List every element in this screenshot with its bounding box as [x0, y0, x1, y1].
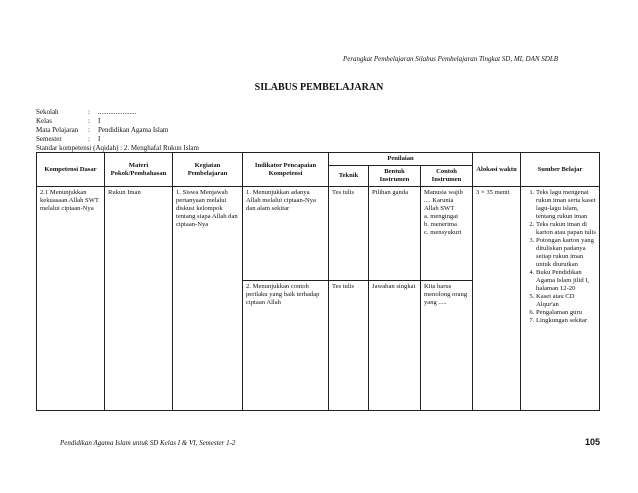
col-contoh: Contoh Instrumen	[421, 166, 473, 187]
meta-row-kelas	[36, 117, 168, 126]
meta-value: ......................	[98, 108, 137, 116]
col-kegiatan: Kegiatan Pembelajaran	[173, 153, 243, 187]
contoh-option: a. mengingat	[424, 213, 459, 220]
meta-row-mapel	[36, 126, 168, 135]
col-alokasi: Alokasi waktu	[473, 153, 521, 187]
list-item: 7. Lingkungan sekitar	[536, 317, 596, 325]
page-title: SILABUS PEMBELAJARAN	[254, 82, 384, 93]
list-item: 2. Teks rukun iman di karton atau papan tulis	[536, 221, 596, 237]
col-indikator: Indikator Pencapaian Kompetensi	[243, 153, 329, 187]
meta-key: Semester	[36, 135, 62, 143]
contoh-option: b. menerima	[424, 221, 457, 228]
meta-key: Mata Pelajaran	[36, 126, 79, 134]
col-sumber: Sumber Belajar	[521, 153, 600, 187]
meta-value: I	[98, 135, 101, 143]
silabus-table	[36, 152, 600, 411]
list-item: 4. Buku Pendidikan Agama Islam jilid I, halaman 12-20	[536, 269, 596, 293]
list-item: 3. Potongan karton yang dituliskan padanya setiap rukun iman untuk diurutkan	[536, 237, 596, 269]
list-item: 6. Pengalaman guru	[536, 309, 596, 317]
meta-info	[36, 108, 168, 144]
cell-alokasi: 3 × 35 menit	[473, 187, 521, 411]
header-row-1	[37, 153, 600, 166]
cell-contoh-2: Kita harus menolong orang yang .....	[421, 281, 473, 411]
contoh-option: c. mensyukuri	[424, 229, 462, 236]
cell-bentuk-2: Jawaban singkat	[369, 281, 421, 411]
cell-kompetensi-dasar: 2.1 Menunjukkan kekuasaan Allah SWT melalui ciptaan-Nya	[37, 187, 105, 411]
contoh-question: Manusia wajib .... Karunia Allah SWT	[424, 189, 464, 212]
meta-value: Pendidikan Agama Islam	[98, 126, 169, 134]
meta-row-sekolah	[36, 108, 168, 117]
meta-row-semester	[36, 135, 168, 144]
cell-indikator-1: 1. Menunjukkan adanya Allah melalui ciptaan-Nya dan alam sekitar	[243, 187, 329, 281]
cell-indikator-2: 2. Menunjukkan contoh perilaku yang baik terhadap ciptaan Allah	[243, 281, 329, 411]
header-note: Perangkat Pembelajaran Silabus Pembelajaran Tingkat SD, MI, DAN SDLB	[342, 55, 558, 63]
cell-sumber	[521, 187, 600, 411]
col-materi: Materi Pokok/Pembahasan	[105, 153, 173, 187]
cell-teknik-1: Tes tulis	[329, 187, 369, 281]
list-item: 5. Kaset atau CD Alqur'an	[536, 293, 596, 309]
cell-kegiatan: 1. Siswa Menjawab pertanyaan melalui diskusi kelompok tentang siapa Allah dan ciptaan-Nya	[173, 187, 243, 411]
meta-sep: :	[88, 126, 90, 134]
table-row	[37, 187, 600, 281]
meta-key: Kelas	[36, 117, 52, 125]
col-kompetensi-dasar: Kompetensi Dasar	[37, 153, 105, 187]
meta-sep: :	[88, 135, 90, 143]
col-penilaian: Penilaian	[329, 153, 473, 166]
col-teknik: Teknik	[329, 166, 369, 187]
list-item: 1. Teks lagu mengenai rukun iman serta kaset lagu-lagu islam, tentang rukun iman	[536, 189, 596, 221]
meta-value: I	[98, 117, 101, 125]
meta-sep: :	[88, 117, 90, 125]
col-bentuk: Bentuk Instrumen	[369, 166, 421, 187]
standar-kompetensi: Standar kompetensi (Aqidah) : 2. Menghafal Rukun Islam	[36, 144, 199, 152]
page-number: 105	[584, 437, 600, 447]
meta-key: Sekolah	[36, 108, 59, 116]
cell-contoh-1	[421, 187, 473, 281]
footer-text: Pendidikan Agama Islam untuk SD Kelas I & VI, Semester 1-2	[60, 439, 236, 447]
cell-teknik-2: Tes tulis	[329, 281, 369, 411]
cell-bentuk-1: Pilihan ganda	[369, 187, 421, 281]
cell-materi: Rukun Iman	[105, 187, 173, 411]
meta-sep: :	[88, 108, 90, 116]
sumber-list	[524, 189, 596, 325]
